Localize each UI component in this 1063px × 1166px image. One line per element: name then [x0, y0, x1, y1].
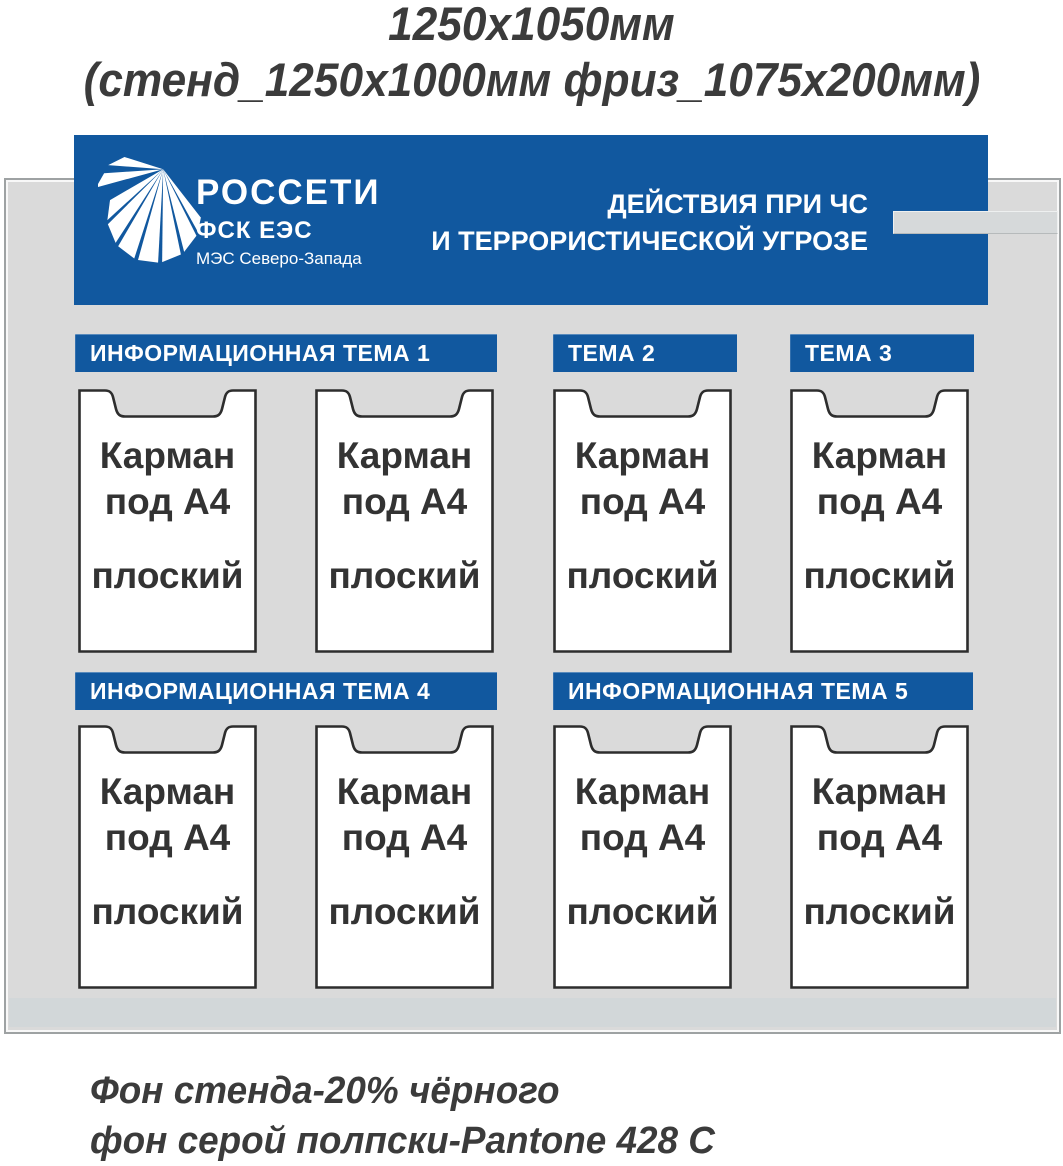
stand-bottom-strip — [9, 998, 1056, 1027]
pocket-label-line2: под А4 — [816, 817, 943, 858]
pocket-label-line2: под А4 — [816, 481, 943, 522]
pocket-label-line3: плоский — [91, 555, 244, 596]
frieze-title-line2: И ТЕРРОРИСТИЧЕСКОЙ УГРОЗЕ — [431, 226, 868, 256]
pocket-a4 — [315, 725, 494, 989]
section-bar-tema-3: ТЕМА 3 — [790, 334, 974, 372]
section-bar-tema-1: ИНФОРМАЦИОННАЯ ТЕМА 1 — [75, 334, 497, 372]
pocket-a4 — [553, 725, 732, 989]
pocket-label-line3: плоский — [566, 891, 719, 932]
pocket-a4 — [790, 725, 969, 989]
mounting-bracket-bar — [893, 211, 1058, 234]
production-notes — [90, 1066, 715, 1166]
pocket-label — [553, 389, 732, 599]
pocket-label-line1: Карман — [574, 435, 711, 476]
pocket-label-line1: Карман — [574, 771, 711, 812]
pocket-label-line2: под А4 — [341, 817, 468, 858]
frieze-title — [431, 186, 868, 260]
brand-name: РОССЕТИ — [196, 173, 381, 212]
rosseti-logo-icon — [98, 157, 210, 269]
pocket-label — [553, 725, 732, 935]
overall-dimensions: 1250х1050мм — [388, 0, 675, 50]
pocket-label-line2: под А4 — [579, 481, 706, 522]
pocket-label-line1: Карман — [336, 435, 473, 476]
section-bar-tema-4: ИНФОРМАЦИОННАЯ ТЕМА 4 — [75, 672, 497, 710]
note-stand-background: Фон стенда-20% чёрного — [90, 1070, 560, 1112]
pocket-label-line2: под А4 — [341, 481, 468, 522]
frieze-header — [74, 135, 988, 305]
pocket-label-line1: Карман — [99, 435, 236, 476]
pocket-label-line3: плоский — [803, 891, 956, 932]
note-strip-background: фон серой полпски-Pantone 428 C — [90, 1120, 715, 1162]
pocket-a4 — [553, 389, 732, 653]
pocket-label — [315, 389, 494, 599]
pocket-label-line3: плоский — [566, 555, 719, 596]
pocket-label-line2: под А4 — [104, 481, 231, 522]
pocket-label-line3: плоский — [803, 555, 956, 596]
section-bar-tema-5: ИНФОРМАЦИОННАЯ ТЕМА 5 — [553, 672, 973, 710]
section-bar-tema-2: ТЕМА 2 — [553, 334, 737, 372]
pocket-label — [78, 725, 257, 935]
frieze-title-line1: ДЕЙСТВИЯ ПРИ ЧС — [607, 189, 868, 219]
brand-block — [196, 175, 381, 267]
pocket-label-line1: Карман — [811, 435, 948, 476]
pocket-label-line3: плоский — [328, 555, 481, 596]
pocket-a4 — [790, 389, 969, 653]
pocket-label-line3: плоский — [328, 891, 481, 932]
pocket-a4 — [78, 389, 257, 653]
detail-dimensions: (стенд_1250х1000мм фриз_1075х200мм) — [83, 53, 980, 106]
pocket-label-line1: Карман — [336, 771, 473, 812]
pocket-a4 — [78, 725, 257, 989]
pocket-label-line1: Карман — [99, 771, 236, 812]
pocket-label-line1: Карман — [811, 771, 948, 812]
pocket-label — [315, 725, 494, 935]
pocket-label — [790, 389, 969, 599]
brand-division: ФСК ЕЭС — [196, 217, 313, 244]
pocket-a4 — [315, 389, 494, 653]
pocket-label-line2: под А4 — [104, 817, 231, 858]
dimensions-annotation — [0, 0, 1063, 108]
brand-branch: МЭС Северо-Запада — [196, 249, 362, 268]
pocket-label-line2: под А4 — [579, 817, 706, 858]
pocket-label — [790, 725, 969, 935]
pocket-label — [78, 389, 257, 599]
pocket-label-line3: плоский — [91, 891, 244, 932]
